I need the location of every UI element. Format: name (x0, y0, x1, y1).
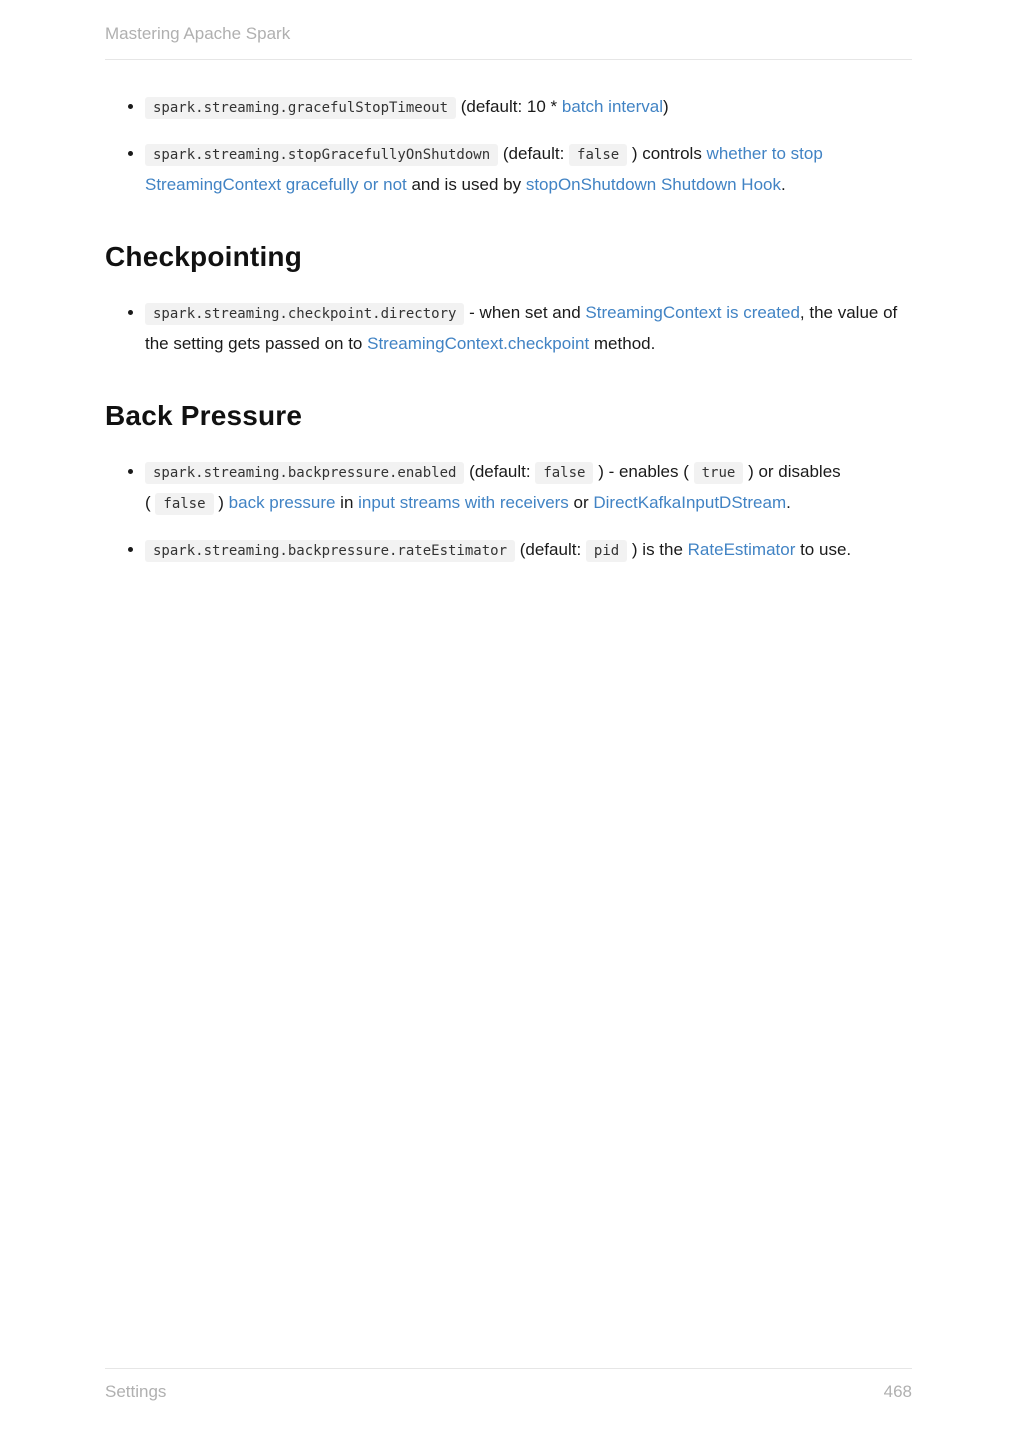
bullet-list (105, 298, 912, 359)
inline-link[interactable]: DirectKafkaInputDStream (593, 493, 787, 512)
text-run: ) - enables ( (593, 462, 694, 481)
text-run: (default: 10 * (456, 97, 562, 116)
inline-code: spark.streaming.stopGracefullyOnShutdown (145, 144, 498, 166)
inline-code: spark.streaming.checkpoint.directory (145, 303, 464, 325)
page-footer (105, 1368, 912, 1402)
text-run: . (781, 175, 786, 194)
bullet-list (105, 92, 912, 200)
footer-section-title: Settings (105, 1382, 167, 1401)
text-run: , the value of the setting gets passed on to (145, 303, 898, 353)
section-heading: Checkpointing (105, 241, 303, 272)
inline-link[interactable]: whether to stop StreamingContext gracefully or not (145, 144, 823, 194)
text-run: to use. (795, 540, 852, 559)
text-run: - when set and (464, 303, 586, 322)
text-run: method. (589, 334, 656, 353)
text-run: ) (662, 97, 669, 116)
text-run: ) or disables ( (145, 462, 841, 512)
list-item (145, 139, 912, 200)
inline-link[interactable]: RateEstimator (687, 540, 796, 559)
inline-link[interactable]: stopOnShutdown Shutdown Hook (525, 175, 781, 194)
inline-link[interactable]: back pressure (228, 493, 336, 512)
inline-link[interactable]: StreamingContext.checkpoint (367, 334, 590, 353)
text-run: in (335, 493, 359, 512)
inline-code: false (155, 493, 213, 515)
list-item (145, 298, 912, 359)
text-run: (default: (498, 144, 570, 163)
footer-page-number: 468 (883, 1382, 912, 1401)
text-run: ) (213, 493, 229, 512)
inline-link[interactable]: batch interval (561, 97, 663, 116)
book-title: Mastering Apache Spark (105, 24, 291, 43)
text-run: or (568, 493, 594, 512)
inline-code: spark.streaming.gracefulStopTimeout (145, 97, 456, 119)
text-run: and is used by (406, 175, 526, 194)
inline-code: true (694, 462, 744, 484)
inline-code: pid (586, 540, 627, 562)
text-run: (default: (464, 462, 536, 481)
text-run: . (786, 493, 791, 512)
page-header (105, 0, 912, 60)
list-item (145, 535, 912, 566)
text-run: ) is the (627, 540, 688, 559)
list-item (145, 457, 912, 519)
text-run: (default: (515, 540, 586, 559)
inline-code: false (569, 144, 627, 166)
list-item (145, 92, 912, 123)
inline-code: spark.streaming.backpressure.enabled (145, 462, 464, 484)
section-heading: Back Pressure (105, 400, 303, 431)
inline-link[interactable]: StreamingContext is created (585, 303, 800, 322)
inline-link[interactable]: input streams with receivers (358, 493, 569, 512)
inline-code: spark.streaming.backpressure.rateEstimator (145, 540, 515, 562)
inline-code: false (535, 462, 593, 484)
page-content (105, 92, 912, 566)
bullet-list (105, 457, 912, 566)
header-divider (105, 59, 912, 60)
text-run: ) controls (627, 144, 707, 163)
